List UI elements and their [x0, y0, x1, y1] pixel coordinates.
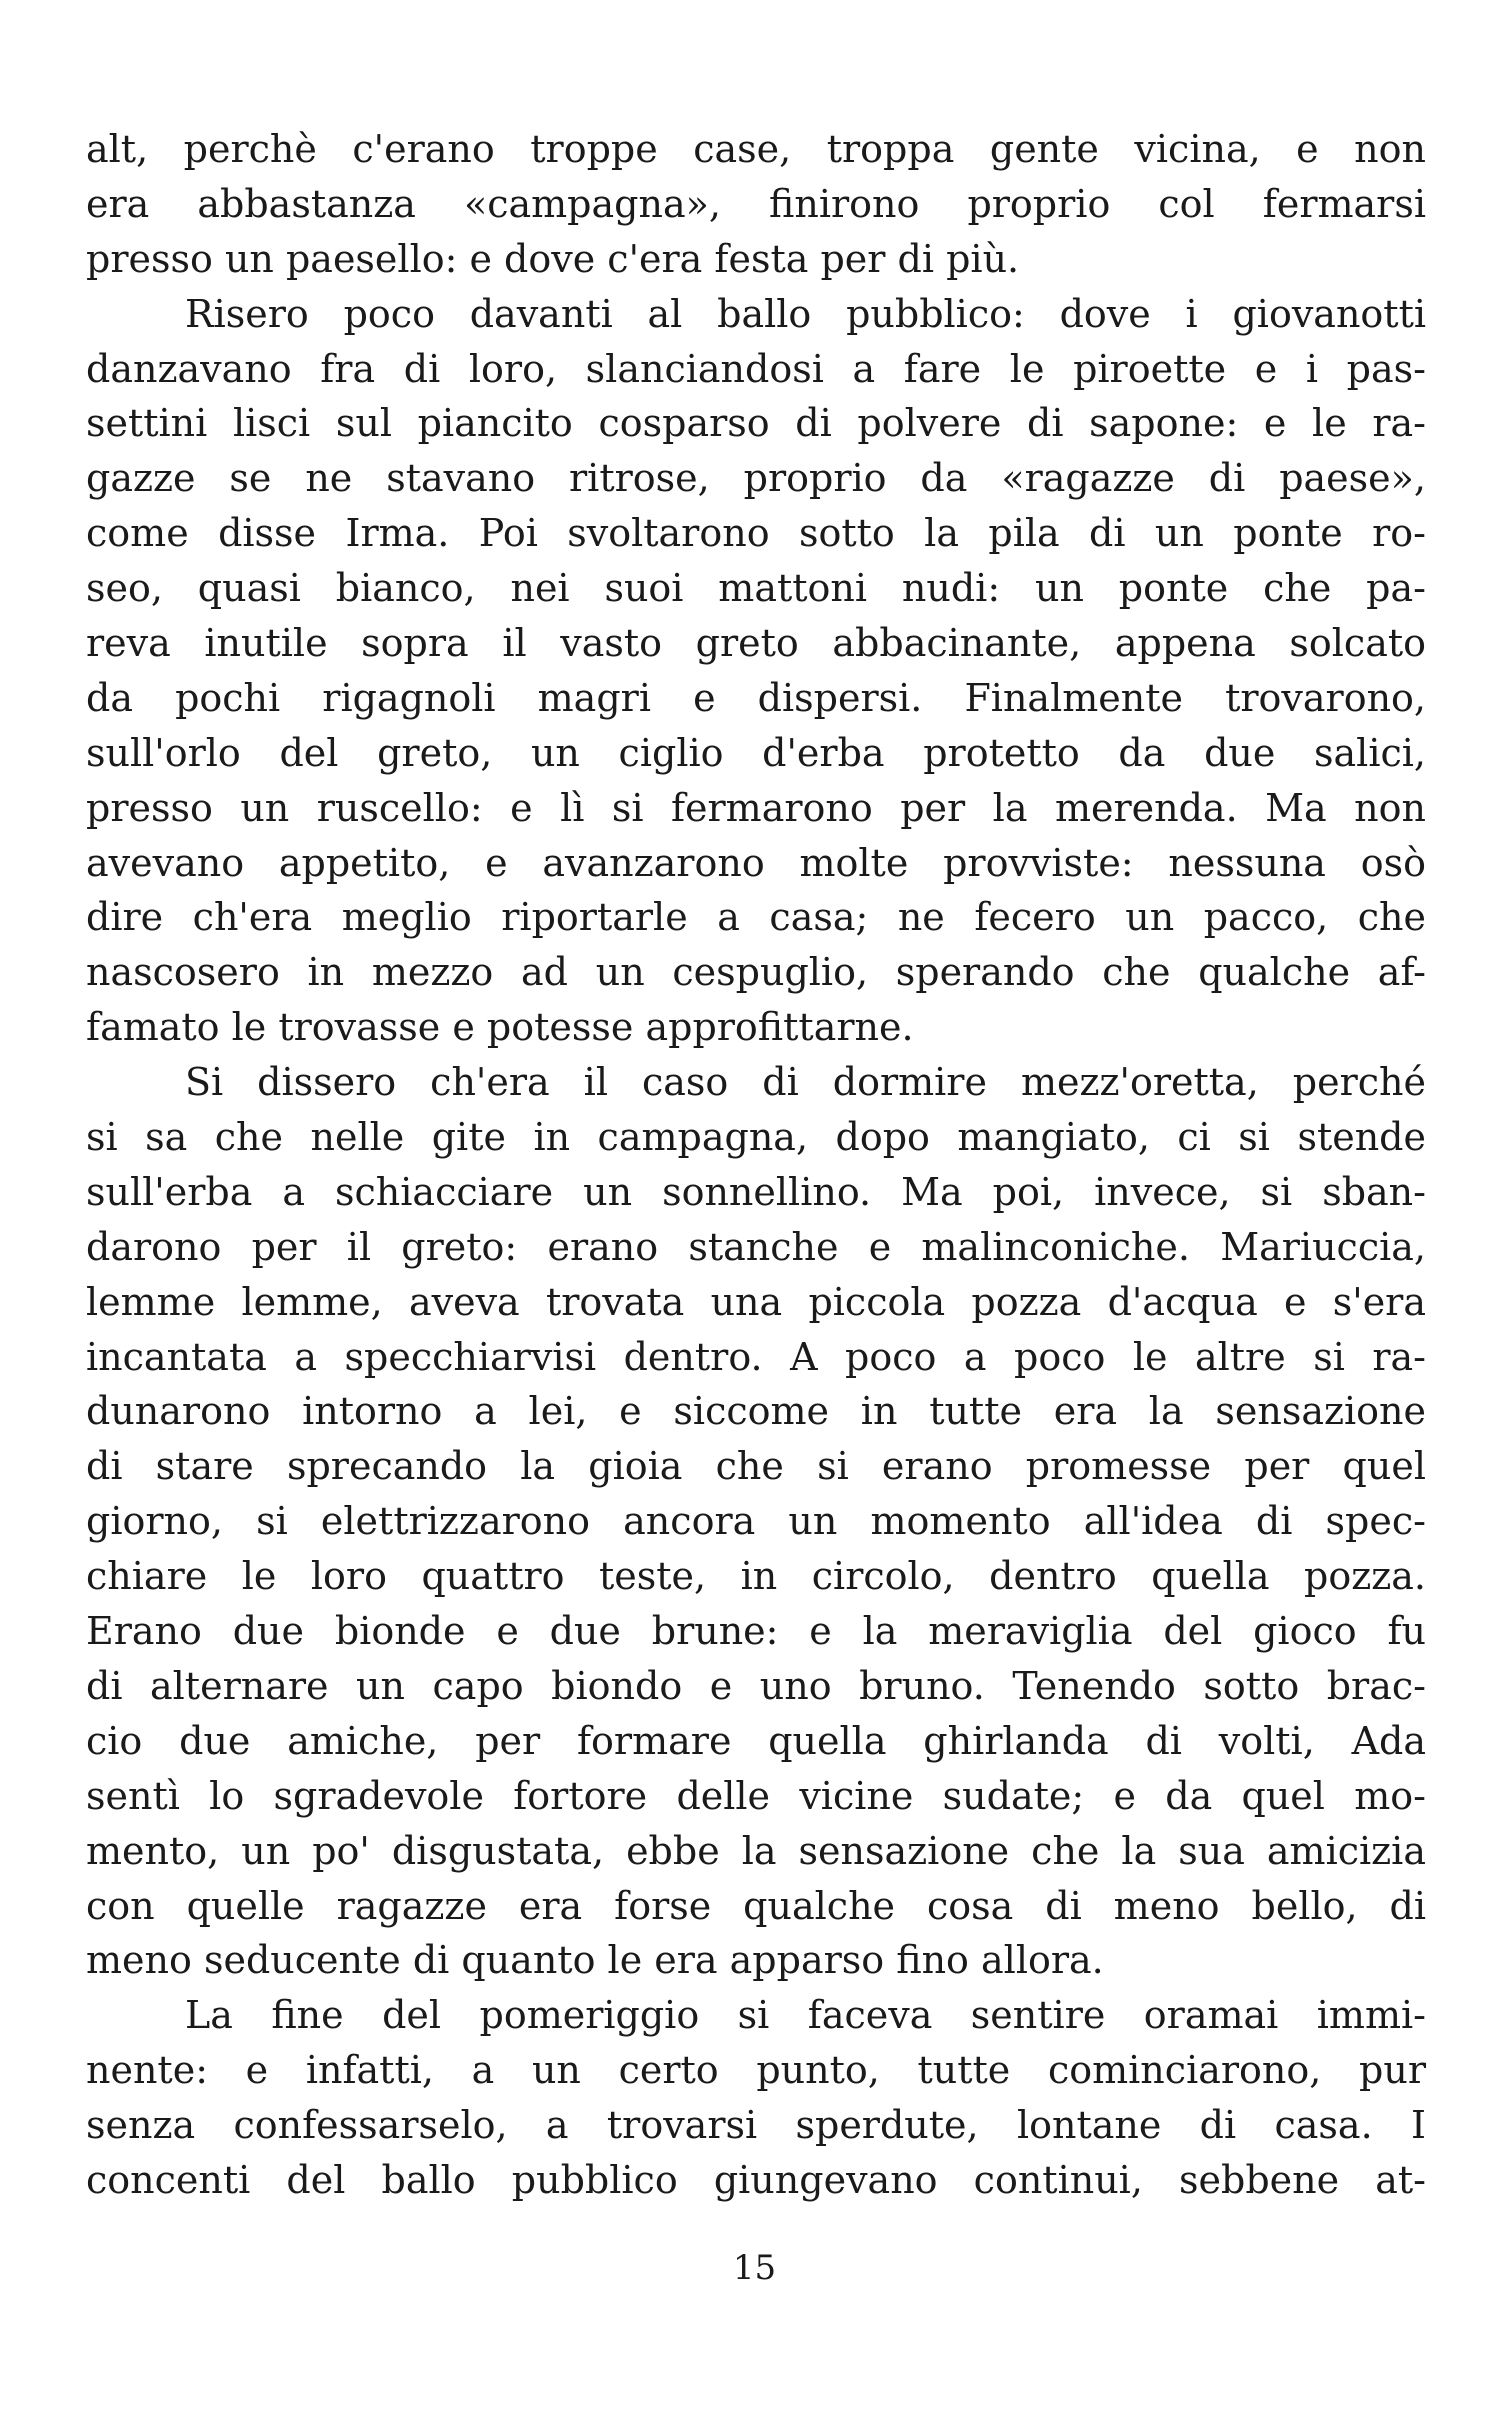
text-line: famato le trovasse e potesse approfittarne. — [86, 1005, 914, 1050]
text-line: dunarono intorno a lei, e siccome in tutte era la sensazione — [86, 1389, 1426, 1434]
text-line: danzavano fra di loro, slanciandosi a fare le piroette e i pas- — [86, 346, 1426, 391]
text-line: Si dissero ch'era il caso di dormire mezz'oretta, perché — [185, 1060, 1426, 1105]
page-number: 15 — [732, 2248, 777, 2288]
text-line: di alternare un capo biondo e uno bruno. Tenendo sotto brac- — [86, 1663, 1426, 1708]
text-line: giorno, si elettrizzarono ancora un momento all'idea di spec- — [86, 1499, 1426, 1544]
text-line: senza confessarselo, a trovarsi sperdute, lontane di casa. I — [86, 2103, 1426, 2148]
text-line: sull'erba a schiacciare un sonnellino. Ma poi, invece, si sban- — [86, 1169, 1426, 1214]
text-line: nascosero in mezzo ad un cespuglio, sperando che qualche af- — [86, 950, 1426, 995]
text-line: dire ch'era meglio riportarle a casa; ne fecero un pacco, che — [86, 895, 1426, 940]
text-line: reva inutile sopra il vasto greto abbacinante, appena solcato — [86, 621, 1426, 666]
text-line: chiare le loro quattro teste, in circolo, dentro quella pozza. — [86, 1554, 1426, 1599]
text-line: come disse Irma. Poi svoltarono sotto la pila di un ponte ro- — [86, 511, 1426, 556]
text-line: lemme lemme, aveva trovata una piccola pozza d'acqua e s'era — [86, 1279, 1426, 1324]
body-text — [86, 122, 1426, 2208]
text-line: settini lisci sul piancito cosparso di polvere di sapone: e le ra- — [86, 401, 1426, 446]
text-line: era abbastanza «campagna», finirono proprio col fermarsi — [86, 181, 1426, 226]
text-line: La fine del pomeriggio si faceva sentire oramai immi- — [185, 1993, 1426, 2038]
text-line: Erano due bionde e due brune: e la meraviglia del gioco fu — [86, 1609, 1426, 1654]
text-line: incantata a specchiarvisi dentro. A poco a poco le altre si ra- — [86, 1334, 1426, 1379]
text-line: darono per il greto: erano stanche e malinconiche. Mariuccia, — [86, 1224, 1426, 1269]
text-line: presso un ruscello: e lì si fermarono per la merenda. Ma non — [86, 785, 1426, 830]
text-line: avevano appetito, e avanzarono molte provviste: nessuna osò — [86, 840, 1426, 885]
text-line: seo, quasi bianco, nei suoi mattoni nudi: un ponte che pa- — [86, 566, 1426, 611]
text-line: mento, un po' disgustata, ebbe la sensazione che la sua amicizia — [86, 1828, 1426, 1873]
text-line: sull'orlo del greto, un ciglio d'erba protetto da due salici, — [86, 730, 1426, 775]
text-line: sentì lo sgradevole fortore delle vicine sudate; e da quel mo- — [86, 1773, 1426, 1818]
text-line: si sa che nelle gite in campagna, dopo mangiato, ci si stende — [86, 1115, 1426, 1160]
text-line: meno seducente di quanto le era apparso fino allora. — [86, 1938, 1104, 1983]
text-line: da pochi rigagnoli magri e dispersi. Finalmente trovarono, — [86, 675, 1426, 720]
text-line: presso un paesello: e dove c'era festa per di più. — [86, 236, 1020, 281]
text-line: Risero poco davanti al ballo pubblico: dove i giovanotti — [185, 291, 1426, 336]
text-line: di stare sprecando la gioia che si erano promesse per quel — [86, 1444, 1426, 1489]
text-line: alt, perchè c'erano troppe case, troppa gente vicina, e non — [86, 127, 1426, 171]
text-line: concenti del ballo pubblico giungevano continui, sebbene at- — [86, 2157, 1426, 2202]
text-line: cio due amiche, per formare quella ghirlanda di volti, Ada — [86, 1718, 1426, 1763]
text-line: gazze se ne stavano ritrose, proprio da «ragazze di paese», — [86, 456, 1426, 501]
text-line: nente: e infatti, a un certo punto, tutte cominciarono, pur — [86, 2048, 1426, 2093]
text-line: con quelle ragazze era forse qualche cosa di meno bello, di — [86, 1883, 1426, 1928]
